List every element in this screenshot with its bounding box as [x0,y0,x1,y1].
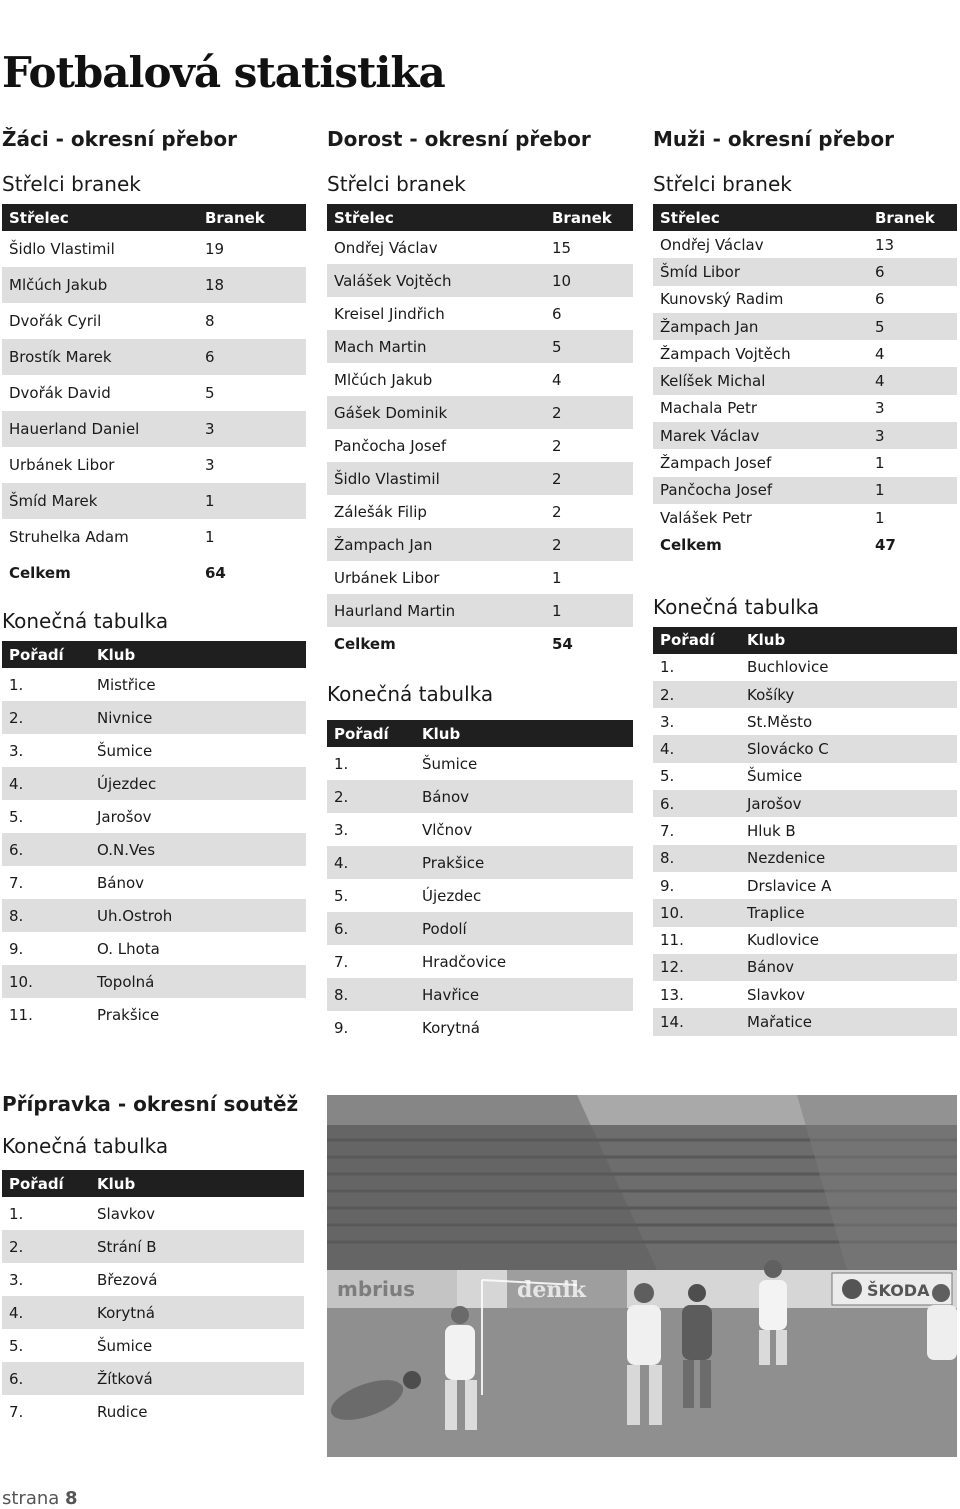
standings-row [2,668,306,701]
total-row [2,555,306,591]
dorost-section [327,124,633,1044]
standings-club: O.N.Ves [90,833,306,866]
zaci-scorers-table [2,204,306,591]
standings-row [653,845,957,872]
scorer-name: Machala Petr [660,399,757,418]
standings-row [653,981,957,1008]
standings-rank: 6. [2,1362,90,1395]
banner-right-text: ŠKODA [867,1281,930,1300]
scorer-name: Mach Martin [327,330,545,363]
standings-club: Kudlovice [747,931,819,950]
standings-club: Traplice [740,899,957,926]
standings-rank: 6. [327,912,415,945]
scorer-row [653,313,957,340]
footer-page-number: 8 [65,1488,78,1509]
standings-row [327,912,633,945]
standings-row [653,899,957,926]
scorer-row [327,561,633,594]
standings-rank: 2. [653,681,740,708]
standings-row [653,872,957,899]
standings-club: Havřice [415,978,633,1011]
standings-club: Strání B [90,1230,304,1263]
scorer-goals: 4 [552,370,562,389]
standings-row [2,1230,304,1263]
standings-rank: 6. [2,833,90,866]
scorer-name: Valášek Petr [660,508,752,527]
scorer-name: Hauerland Daniel [2,411,198,447]
skoda-logo-icon [842,1279,862,1299]
scorer-name: Šmíd Libor [653,258,868,285]
scorer-goals: 2 [545,462,633,495]
scorer-name: Urbánek Libor [334,568,440,587]
muzi-scorers-table [653,204,957,559]
muzi-head-player: Střelec [653,204,868,231]
scorer-row [327,495,633,528]
muzi-head-rank: Pořadí [653,627,740,654]
standings-rank: 4. [2,767,90,800]
standings-rank: 2. [327,780,415,813]
standings-club: Buchlovice [747,658,829,677]
scorer-goals: 19 [205,240,225,258]
standings-club: O. Lhota [97,939,160,958]
standings-row [2,1197,304,1230]
standings-rank: 3. [334,820,349,839]
banner-mid-text: denik [517,1277,586,1303]
standings-club: Mařatice [740,1008,957,1035]
standings-rank: 13. [660,985,684,1004]
scorer-row [327,297,633,330]
standings-row [2,1329,304,1362]
scorer-name: Marek Václav [653,422,868,449]
dorost-head-player: Střelec [327,204,545,231]
standings-row [2,833,306,866]
scorer-goals: 15 [552,238,572,257]
scorer-row [653,340,957,367]
standings-row [653,790,957,817]
scorer-row [2,339,306,375]
standings-rank: 3. [9,741,24,760]
standings-row [653,708,957,735]
scorer-goals: 3 [875,399,885,418]
total-label: Celkem [334,634,396,653]
zaci-standings-table [2,641,306,1031]
scorer-name: Pančocha Josef [334,436,447,455]
scorer-goals: 1 [545,594,633,627]
standings-rank: 1. [660,658,675,677]
standings-row [2,1395,304,1428]
muzi-head-club: Klub [740,627,957,654]
muzi-scorers-heading: Střelci branek [653,172,792,196]
standings-rank: 3. [9,1270,24,1289]
standings-rank: 1. [9,675,24,694]
standings-row [653,1008,957,1035]
scorer-goals: 6 [875,290,885,309]
zaci-head-rank: Pořadí [2,641,90,668]
standings-row [653,817,957,844]
page-footer [2,1488,78,1509]
standings-club: Šumice [422,754,478,773]
muzi-table-heading: Konečná tabulka [653,594,820,619]
scorer-goals: 2 [545,528,633,561]
total-value: 54 [552,634,573,653]
standings-rank: 9. [9,939,24,958]
scorer-row [653,477,957,504]
standings-club: Újezdec [422,886,482,905]
standings-club: Drslavice A [747,876,832,895]
standings-row [2,965,306,998]
standings-rank: 9. [334,1018,349,1037]
total-label: Celkem [9,564,71,582]
scorer-row [2,375,306,411]
standings-club: Bánov [415,780,633,813]
scorer-row [327,462,633,495]
standings-rank: 7. [660,821,675,840]
zaci-table-heading: Konečná tabulka [2,609,169,633]
standings-row [327,780,633,813]
standings-row [327,846,633,879]
standings-club: Prakšice [97,1005,160,1024]
standings-rank: 5. [9,807,24,826]
standings-club: Mistřice [97,675,156,694]
scorer-name: Dvořák Cyril [9,312,102,330]
standings-club: Uh.Ostroh [90,899,306,932]
scorer-row [327,231,633,264]
standings-row [327,879,633,912]
scorer-row [2,447,306,483]
scorer-goals: 1 [868,477,957,504]
standings-rank: 4. [653,735,740,762]
standings-rank: 7. [334,952,349,971]
standings-row [653,954,957,981]
scorer-name: Šmíd Marek [2,483,198,519]
standings-rank: 4. [2,1296,90,1329]
dorost-head-club: Klub [415,720,633,747]
standings-rank: 4. [327,846,415,879]
zaci-head-goals: Branek [198,204,306,231]
dorost-head-rank: Pořadí [327,720,415,747]
scorer-goals: 4 [875,344,885,363]
scorer-goals: 1 [552,568,562,587]
standings-rank: 12. [653,954,740,981]
scorer-goals: 4 [868,367,957,394]
standings-row [2,932,306,965]
page-title: Fotbalová statistika [2,48,445,97]
standings-rank: 9. [660,876,675,895]
scorer-row [653,231,957,258]
standings-row [653,763,957,790]
footer-label: strana [2,1488,60,1509]
total-label: Celkem [660,535,722,554]
scorer-name: Žampach Jan [327,528,545,561]
scorer-goals: 1 [198,483,306,519]
scorer-row [327,429,633,462]
pripravka-head-club: Klub [90,1170,304,1197]
standings-row [2,899,306,932]
scorer-name: Zálešák Filip [334,502,427,521]
standings-row [653,681,957,708]
standings-club: Nivnice [90,701,306,734]
scorer-goals: 5 [205,384,215,402]
standings-row [2,800,306,833]
muzi-head-goals: Branek [868,204,957,231]
scorer-row [2,267,306,303]
standings-row [2,1296,304,1329]
standings-club: Šumice [747,767,803,786]
standings-club: Korytná [422,1018,480,1037]
scorer-goals: 6 [198,339,306,375]
standings-rank: 11. [9,1005,33,1024]
scorer-row [2,303,306,339]
standings-rank: 5. [9,1336,24,1355]
stadium-stands [327,1095,957,1270]
scorer-name: Brostík Marek [2,339,198,375]
standings-club: Šumice [97,741,153,760]
standings-rank: 14. [653,1008,740,1035]
standings-rank: 3. [660,712,675,731]
standings-club: Slavkov [97,1204,155,1223]
standings-rank: 8. [327,978,415,1011]
scorer-goals: 1 [875,454,885,473]
standings-rank: 1. [334,754,349,773]
standings-row [2,998,306,1031]
standings-club: Prakšice [415,846,633,879]
scorer-name: Struhelka Adam [9,528,129,546]
standings-row [2,866,306,899]
dorost-scorers-table [327,204,633,660]
standings-row [327,747,633,780]
standings-club: Bánov [740,954,957,981]
scorer-goals: 13 [875,235,895,254]
standings-row [2,1263,304,1296]
standings-row [327,945,633,978]
standings-row [327,1011,633,1044]
total-value: 47 [875,535,896,554]
standings-rank: 5. [660,767,675,786]
standings-club: Šumice [97,1336,153,1355]
standings-club: Nezdenice [740,845,957,872]
standings-row [2,701,306,734]
scorer-row [327,330,633,363]
standings-rank: 2. [2,701,90,734]
scorer-row [327,264,633,297]
scorer-goals: 1 [875,508,885,527]
scorer-row [653,258,957,285]
scorer-name: Gášek Dominik [327,396,545,429]
muzi-section [653,124,957,1036]
muzi-standings-table [653,627,957,1036]
muzi-heading: Muži - okresní přebor [653,127,894,151]
scorer-goals: 3 [868,422,957,449]
scorer-name: Kelíšek Michal [653,367,868,394]
scorer-row [653,286,957,313]
standings-row [327,813,633,846]
total-row [327,627,633,660]
standings-club: Korytná [90,1296,304,1329]
zaci-heading: Žáci - okresní přebor [2,127,238,151]
zaci-head-club: Klub [90,641,306,668]
scorer-goals: 8 [205,312,215,330]
scorer-name: Ondřej Václav [660,235,764,254]
scorer-row [327,594,633,627]
standings-row [327,978,633,1011]
scorer-name: Ondřej Václav [334,238,438,257]
standings-row [653,927,957,954]
standings-rank: 10. [653,899,740,926]
standings-rank: 11. [660,931,684,950]
scorer-row [653,395,957,422]
scorer-name: Kunovský Radim [660,290,784,309]
standings-club: Slavkov [747,985,805,1004]
scorer-row [2,411,306,447]
scorer-row [327,528,633,561]
pripravka-heading: Přípravka - okresní soutěž [2,1092,299,1116]
scorer-name: Urbánek Libor [9,456,115,474]
standings-club: Topolná [90,965,306,998]
standings-club: Žítková [90,1362,304,1395]
standings-rank: 10. [2,965,90,998]
scorer-row [2,483,306,519]
standings-rank: 8. [653,845,740,872]
dorost-standings-table [327,720,633,1044]
standings-row [2,1362,304,1395]
standings-club: Rudice [97,1402,148,1421]
scorer-goals: 18 [198,267,306,303]
scorer-row [653,449,957,476]
standings-club: Bánov [97,873,145,892]
scorer-goals: 5 [868,313,957,340]
scorer-goals: 5 [545,330,633,363]
scorer-name: Mlčúch Jakub [334,370,433,389]
scorer-name: Žampach Jan [653,313,868,340]
dorost-head-goals: Branek [545,204,633,231]
pripravka-table-heading: Konečná tabulka [2,1134,169,1158]
standings-rank: 7. [9,873,24,892]
scorer-goals: 6 [868,258,957,285]
standings-club: Hluk B [747,821,796,840]
scorer-name: Kreisel Jindřich [334,304,445,323]
scorer-name: Mlčúch Jakub [2,267,198,303]
scorer-goals: 2 [545,396,633,429]
standings-club: Újezdec [90,767,306,800]
scorer-goals: 3 [205,456,215,474]
standings-row [2,734,306,767]
standings-rank: 2. [2,1230,90,1263]
standings-club: Hradčovice [422,952,507,971]
scorer-row [653,504,957,531]
scorer-name: Šidlo Vlastimil [327,462,545,495]
standings-row [2,767,306,800]
scorer-goals: 10 [545,264,633,297]
standings-club: Košíky [740,681,957,708]
pripravka-section [2,1089,304,1428]
scorer-name: Haurland Martin [327,594,545,627]
standings-club: Podolí [415,912,633,945]
standings-club: Jarošov [740,790,957,817]
pripravka-head-rank: Pořadí [2,1170,90,1197]
standings-rank: 1. [9,1204,24,1223]
standings-club: Březová [97,1270,158,1289]
total-row [653,531,957,558]
standings-club: Vlčnov [422,820,473,839]
standings-rank: 8. [2,899,90,932]
total-value: 64 [205,564,226,582]
scorer-goals: 2 [552,436,562,455]
scorer-name: Pančocha Josef [653,477,868,504]
pripravka-standings-table [2,1170,304,1428]
standings-rank: 7. [9,1402,24,1421]
scorer-name: Dvořák David [9,384,111,402]
standings-row [653,735,957,762]
scorer-goals: 1 [205,528,215,546]
scorer-goals: 2 [552,502,562,521]
scorer-row [327,396,633,429]
scorer-row [653,367,957,394]
scorer-goals: 6 [552,304,562,323]
scorer-name: Valášek Vojtěch [327,264,545,297]
scorer-row [2,519,306,555]
dorost-heading: Dorost - okresní přebor [327,127,591,151]
dorost-table-heading: Konečná tabulka [327,682,494,706]
scorer-row [327,363,633,396]
dorost-scorers-heading: Střelci branek [327,172,466,196]
zaci-scorers-heading: Střelci branek [2,172,141,196]
zaci-head-player: Střelec [2,204,198,231]
scorer-row [2,231,306,267]
scorer-goals: 3 [198,411,306,447]
standings-rank: 5. [334,886,349,905]
match-photo [327,1095,957,1457]
banner-left-text: mbrius [337,1277,416,1301]
zaci-section [2,124,306,1031]
standings-club: Slovácko C [740,735,957,762]
standings-row [653,654,957,681]
standings-rank: 6. [653,790,740,817]
scorer-row [653,422,957,449]
scorer-name: Žampach Josef [660,454,772,473]
scorer-name: Šidlo Vlastimil [9,240,115,258]
standings-club: St.Město [747,712,813,731]
scorer-name: Žampach Vojtěch [660,344,791,363]
standings-club: Jarošov [97,807,152,826]
